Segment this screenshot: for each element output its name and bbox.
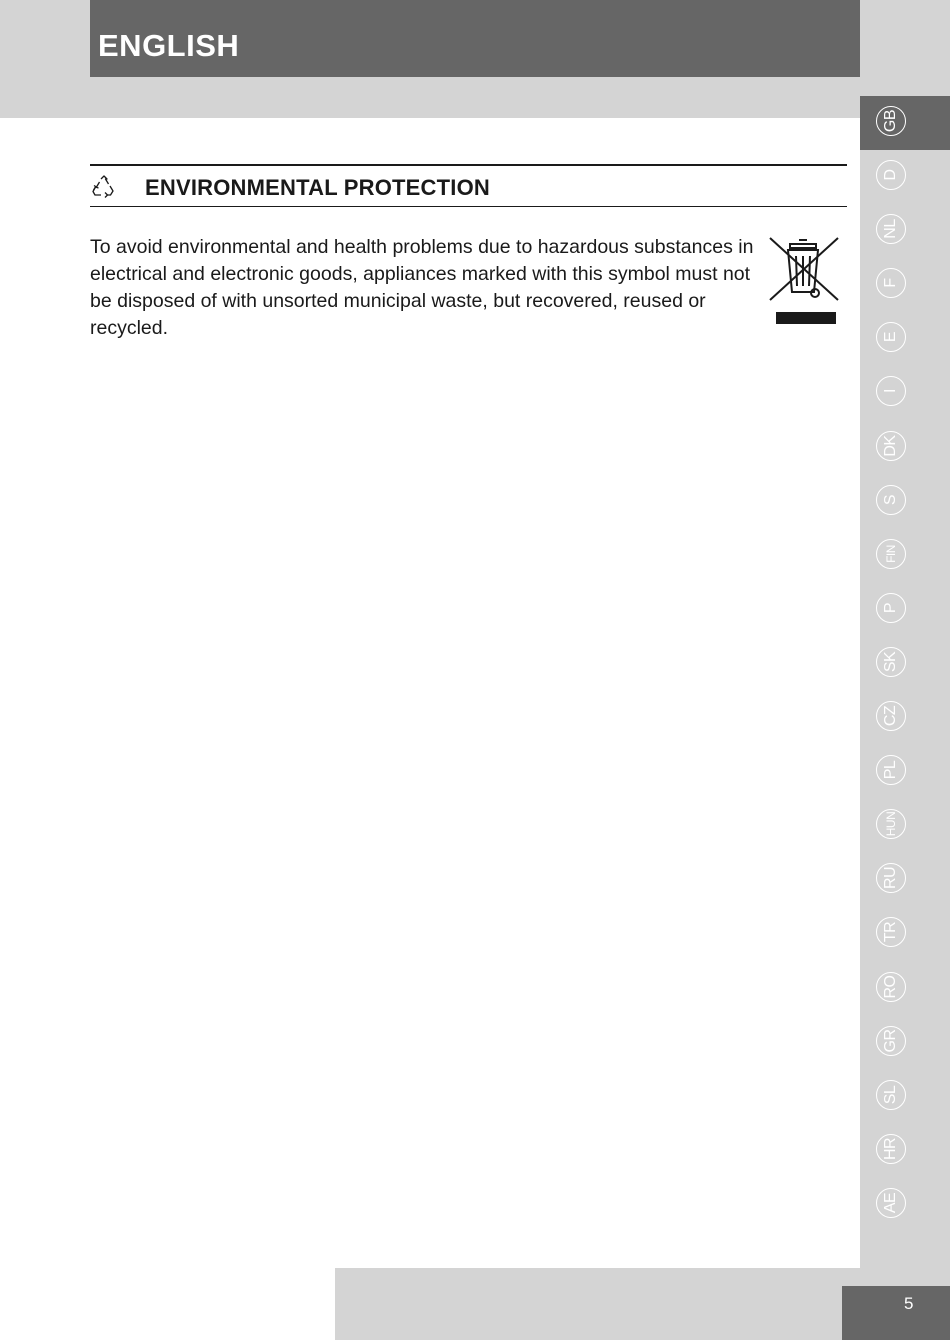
language-tab-hr[interactable]: [860, 1124, 950, 1178]
language-tab-label: PL: [882, 760, 899, 780]
language-tab-label: TR: [882, 922, 899, 943]
language-title: ENGLISH: [98, 28, 240, 63]
language-tab-label: D: [882, 169, 899, 181]
language-tab-label: SK: [882, 651, 899, 673]
language-tabs: [860, 96, 950, 1232]
language-tab-label: HR: [882, 1137, 899, 1160]
language-tab-dk[interactable]: [860, 421, 950, 475]
language-tab-label: E: [882, 332, 899, 343]
section-title: ENVIRONMENTAL PROTECTION: [145, 175, 490, 200]
language-tab-hun[interactable]: [860, 799, 950, 853]
language-tab-s[interactable]: [860, 475, 950, 529]
language-tab-pl[interactable]: [860, 745, 950, 799]
language-tab-label: F: [882, 278, 899, 288]
language-tab-nl[interactable]: [860, 204, 950, 258]
language-tab-label: RU: [882, 867, 899, 890]
language-tab-label: HUN: [884, 811, 898, 837]
language-tab-label: CZ: [882, 705, 899, 727]
section-bottom-rule: [90, 206, 847, 207]
language-tab-fin[interactable]: [860, 529, 950, 583]
language-tab-label: NL: [882, 219, 899, 239]
language-header: [90, 0, 860, 77]
page-number: 5: [904, 1294, 914, 1313]
language-tab-label: GB: [882, 109, 899, 133]
language-tab-sl[interactable]: [860, 1070, 950, 1124]
language-tab-gr[interactable]: [860, 1016, 950, 1070]
language-tab-label: FIN: [884, 544, 898, 563]
crossed-out-wheelie-bin-icon: [766, 234, 842, 330]
language-tab-ru[interactable]: [860, 853, 950, 907]
recycle-icon: [90, 174, 118, 202]
language-tab-tr[interactable]: [860, 907, 950, 961]
language-tab-p[interactable]: [860, 583, 950, 637]
language-tab-i[interactable]: [860, 366, 950, 420]
language-tab-label: S: [882, 494, 899, 505]
language-tab-label: GR: [882, 1029, 899, 1053]
language-tab-gb[interactable]: [860, 96, 950, 150]
page-number-box: [842, 1286, 950, 1340]
language-tab-f[interactable]: [860, 258, 950, 312]
language-tab-ro[interactable]: [860, 962, 950, 1016]
language-tab-label: SL: [882, 1085, 899, 1104]
environment-paragraph: To avoid environmental and health problems due to hazardous substances in electrical and electronic goods, appliances marked with this symbol must not be disposed of with unsorted municipal waste, but recovered, reused or recycled.: [90, 236, 754, 339]
language-tab-label: P: [882, 602, 899, 613]
language-tab-sk[interactable]: [860, 637, 950, 691]
language-tab-label: AE: [882, 1192, 899, 1214]
language-tab-label: DK: [882, 434, 899, 457]
language-tab-ae[interactable]: [860, 1178, 950, 1232]
language-tab-cz[interactable]: [860, 691, 950, 745]
language-tab-label: I: [882, 389, 899, 394]
language-tab-d[interactable]: [860, 150, 950, 204]
language-tab-e[interactable]: [860, 312, 950, 366]
language-tab-label: RO: [882, 975, 899, 998]
section-top-rule: [90, 164, 847, 166]
